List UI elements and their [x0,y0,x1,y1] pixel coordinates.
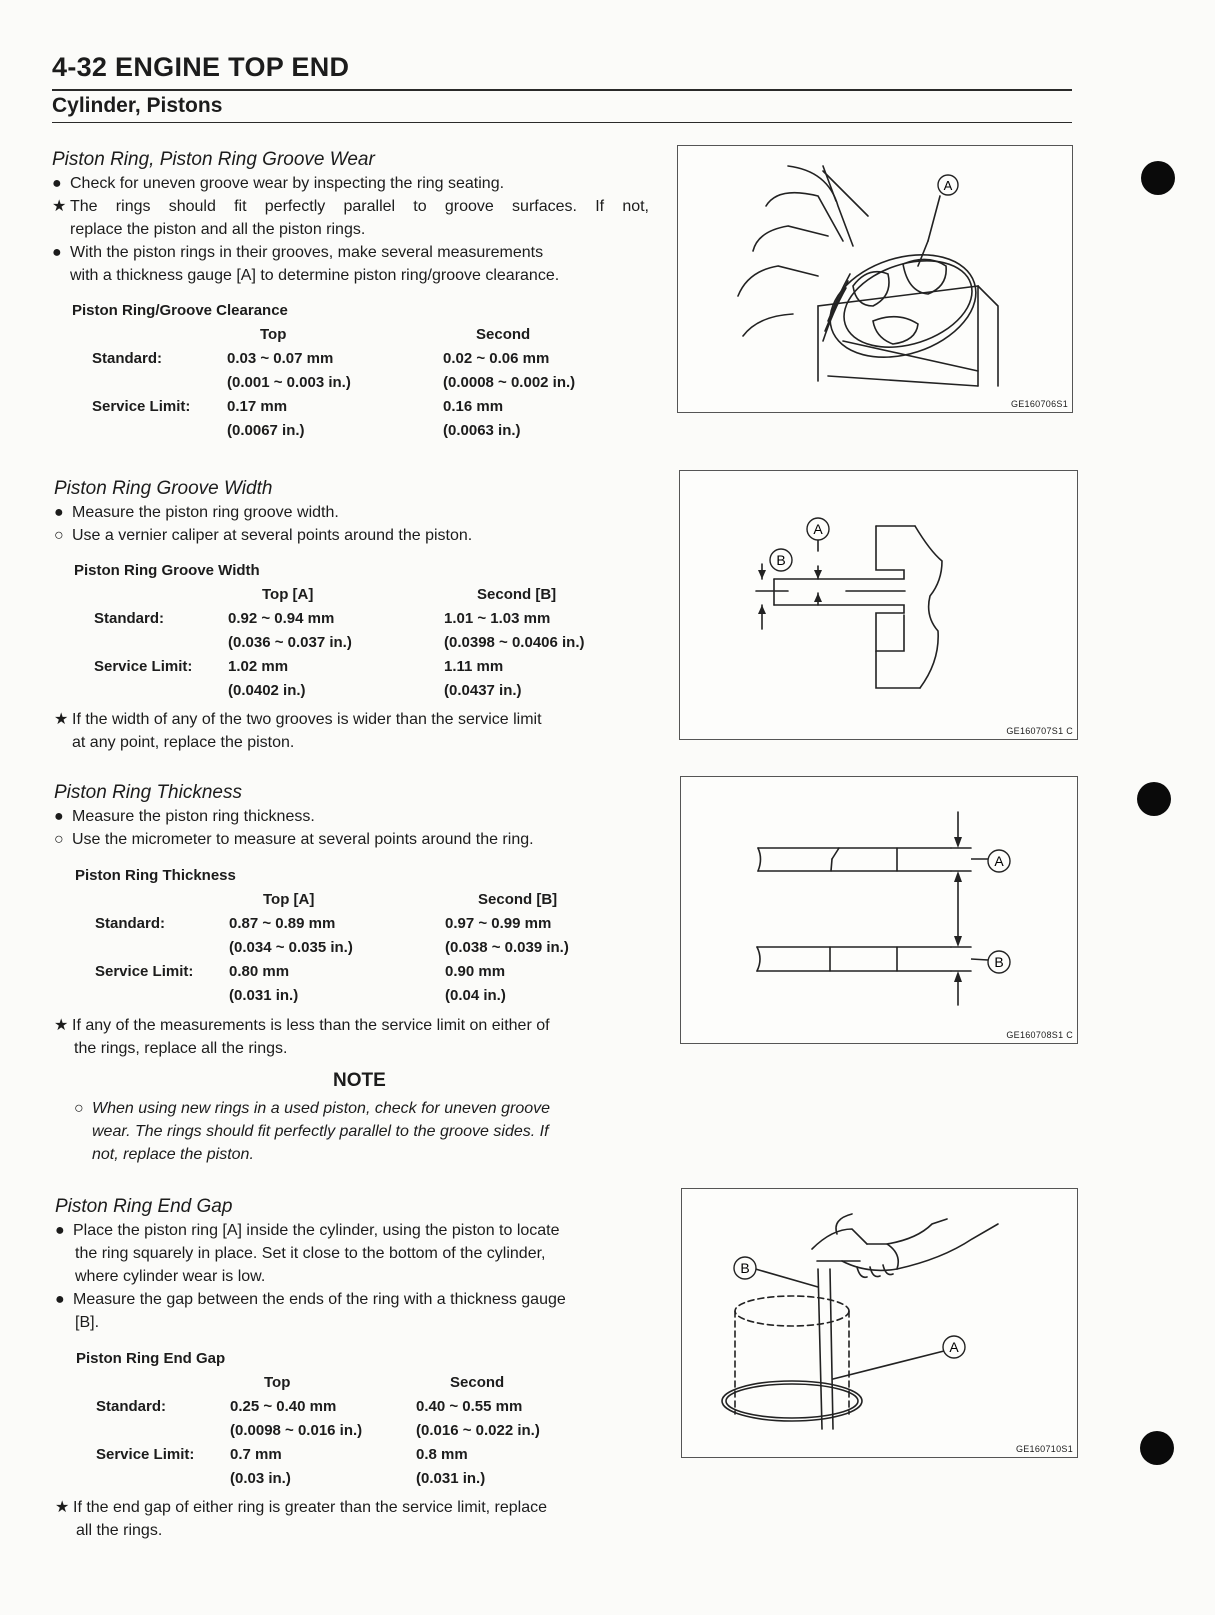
table-title: Piston Ring Groove Width [74,562,260,579]
end-gap-line-1: ● Place the piston ring [A] inside the cylinder, using the piston to locate [55,1219,560,1242]
col-header-second: Second [B] [478,891,558,908]
cell-standard-second: 0.02 ~ 0.06 mm [443,350,550,367]
note-title: NOTE [333,1070,386,1091]
label-b: B [740,1260,750,1276]
cell-standard-second: 1.01 ~ 1.03 mm [444,610,551,627]
binder-hole [1140,1431,1174,1465]
section-rule [52,122,1072,123]
row-label-standard: Standard: [92,350,163,367]
col-header-top: Top [A] [263,891,315,908]
star-icon: ★ [54,1017,69,1034]
col-header-second: Second [476,326,531,343]
ring-thickness-diagram [681,777,1077,1043]
cell-standard-second-in: (0.038 ~ 0.039 in.) [445,939,569,956]
section-title: Cylinder, Pistons [52,94,223,117]
bullet-icon: ● [52,244,62,261]
piston-gauge-illustration [678,146,1072,412]
bullet-icon: ● [52,175,62,192]
end-gap-line-4: ● Measure the gap between the ends of the ring with a thickness gauge [55,1288,566,1311]
groove-width-diagram [680,471,1077,739]
cell-standard-top: 0.92 ~ 0.94 mm [228,610,335,627]
cell-limit-top-in: (0.031 in.) [229,987,299,1004]
cell-limit-second-in: (0.0063 in.) [443,422,521,439]
thickness-service-line-1: ★ If any of the measurements is less than the service limit on either of [54,1014,550,1037]
row-label-service-limit: Service Limit: [94,658,193,675]
end-gap-line-5: [B]. [75,1314,100,1331]
label-a: A [994,853,1004,869]
groove-wear-line-5: with a thickness gauge [A] to determine piston ring/groove clearance. [70,267,560,284]
col-header-top: Top [264,1374,291,1391]
cell-standard-second-in: (0.0398 ~ 0.0406 in.) [444,634,585,651]
cell-limit-top-in: (0.0067 in.) [227,422,305,439]
groove-width-line-2: ○ Use a vernier caliper at several points around the piston. [54,524,472,547]
label-a: A [943,178,953,193]
figure-code: GE160710S1 [1015,1444,1073,1454]
end-gap-illustration [682,1189,1077,1457]
binder-hole [1137,782,1171,816]
groove-wear-line-3: replace the piston and all the piston rings. [70,221,366,238]
cell-standard-top-in: (0.0098 ~ 0.016 in.) [230,1422,363,1439]
groove-wear-line-1: ● Check for uneven groove wear by inspecting the ring seating. [52,172,504,195]
label-a: A [949,1339,959,1355]
col-header-top: Top [A] [262,586,314,603]
col-header-second: Second [B] [477,586,557,603]
cell-limit-second-in: (0.0437 in.) [444,682,522,699]
end-gap-line-2: the ring squarely in place. Set it close to the bottom of the cylinder, [75,1245,546,1262]
groove-width-service-line-1: ★ If the width of any of the two grooves is wider than the service limit [54,708,542,731]
figure-groove-width [679,470,1078,740]
chapter-title: 4-32 ENGINE TOP END [52,52,350,82]
figure-code: GE160708S1 C [1006,1030,1073,1040]
note-line-1: ○ When using new rings in a used piston, check for uneven groove [74,1100,551,1117]
figure-code: GE160706S1 [1010,399,1068,409]
thickness-line-1: ● Measure the piston ring thickness. [54,805,315,828]
groove-wear-line-4: ● With the piston rings in their grooves, make several measurements [52,241,543,264]
cell-standard-second: 0.97 ~ 0.99 mm [445,915,552,932]
star-icon: ★ [52,198,67,215]
header-rule [52,89,1072,91]
sub-bullet-icon: ○ [54,527,64,544]
row-label-service-limit: Service Limit: [92,398,191,415]
groove-width-heading: Piston Ring Groove Width [54,478,273,499]
figure-ring-thickness [680,776,1078,1044]
thickness-service-line-2: the rings, replace all the rings. [74,1040,288,1057]
label-b: B [776,552,786,568]
groove-wear-line-2: ★ The rings should fit perfectly parallel to groove surfaces. If not, [52,195,649,218]
col-header-second: Second [450,1374,505,1391]
row-label-service-limit: Service Limit: [96,1446,195,1463]
cell-limit-second: 0.16 mm [443,398,504,415]
cell-limit-top: 0.17 mm [227,398,288,415]
note-line-3: not, replace the piston. [92,1146,254,1163]
end-gap-heading: Piston Ring End Gap [55,1196,233,1217]
sub-bullet-icon: ○ [54,831,64,848]
row-label-standard: Standard: [95,915,166,932]
thickness-heading: Piston Ring Thickness [54,782,242,803]
col-header-top: Top [260,326,287,343]
figure-end-gap [681,1188,1078,1458]
cell-limit-second-in: (0.04 in.) [445,987,506,1004]
label-b: B [994,954,1004,970]
cell-limit-top: 0.80 mm [229,963,290,980]
cell-limit-top: 1.02 mm [228,658,289,675]
groove-width-service-line-2: at any point, replace the piston. [72,734,295,751]
cell-standard-top-in: (0.034 ~ 0.035 in.) [229,939,353,956]
cell-limit-second: 0.8 mm [416,1446,468,1463]
cell-limit-second-in: (0.031 in.) [416,1470,486,1487]
row-label-standard: Standard: [94,610,165,627]
bullet-icon: ● [55,1222,65,1239]
row-label-service-limit: Service Limit: [95,963,194,980]
cell-limit-top-in: (0.03 in.) [230,1470,291,1487]
cell-standard-second: 0.40 ~ 0.55 mm [416,1398,523,1415]
end-gap-service-line-1: ★ If the end gap of either ring is greater than the service limit, replace [55,1496,547,1519]
bullet-icon: ● [54,504,64,521]
figure-code: GE160707S1 C [1006,726,1073,736]
figure-groove-clearance [677,145,1073,413]
cell-limit-second: 1.11 mm [444,658,504,675]
thickness-line-2: ○ Use the micrometer to measure at several points around the ring. [54,828,534,851]
table-title: Piston Ring/Groove Clearance [72,302,288,319]
cell-standard-top-in: (0.036 ~ 0.037 in.) [228,634,352,651]
end-gap-service-line-2: all the rings. [76,1522,163,1539]
end-gap-line-3: where cylinder wear is low. [75,1268,266,1285]
groove-width-line-1: ● Measure the piston ring groove width. [54,501,339,524]
groove-wear-heading: Piston Ring, Piston Ring Groove Wear [52,149,375,170]
bullet-icon: ● [54,808,64,825]
star-icon: ★ [54,711,69,728]
cell-standard-second-in: (0.0008 ~ 0.002 in.) [443,374,576,391]
cell-limit-top-in: (0.0402 in.) [228,682,306,699]
table-title: Piston Ring End Gap [76,1350,226,1367]
note-line-2: wear. The rings should fit perfectly parallel to the groove sides. If [92,1123,549,1140]
bullet-icon: ● [55,1291,65,1308]
label-a: A [813,521,823,537]
cell-standard-top: 0.87 ~ 0.89 mm [229,915,336,932]
cell-standard-second-in: (0.016 ~ 0.022 in.) [416,1422,540,1439]
cell-limit-second: 0.90 mm [445,963,506,980]
cell-standard-top-in: (0.001 ~ 0.003 in.) [227,374,351,391]
binder-hole [1141,161,1175,195]
cell-limit-top: 0.7 mm [230,1446,282,1463]
sub-bullet-icon: ○ [74,1100,84,1117]
table-title: Piston Ring Thickness [75,867,236,884]
cell-standard-top: 0.25 ~ 0.40 mm [230,1398,337,1415]
star-icon: ★ [55,1499,70,1516]
cell-standard-top: 0.03 ~ 0.07 mm [227,350,334,367]
row-label-standard: Standard: [96,1398,167,1415]
